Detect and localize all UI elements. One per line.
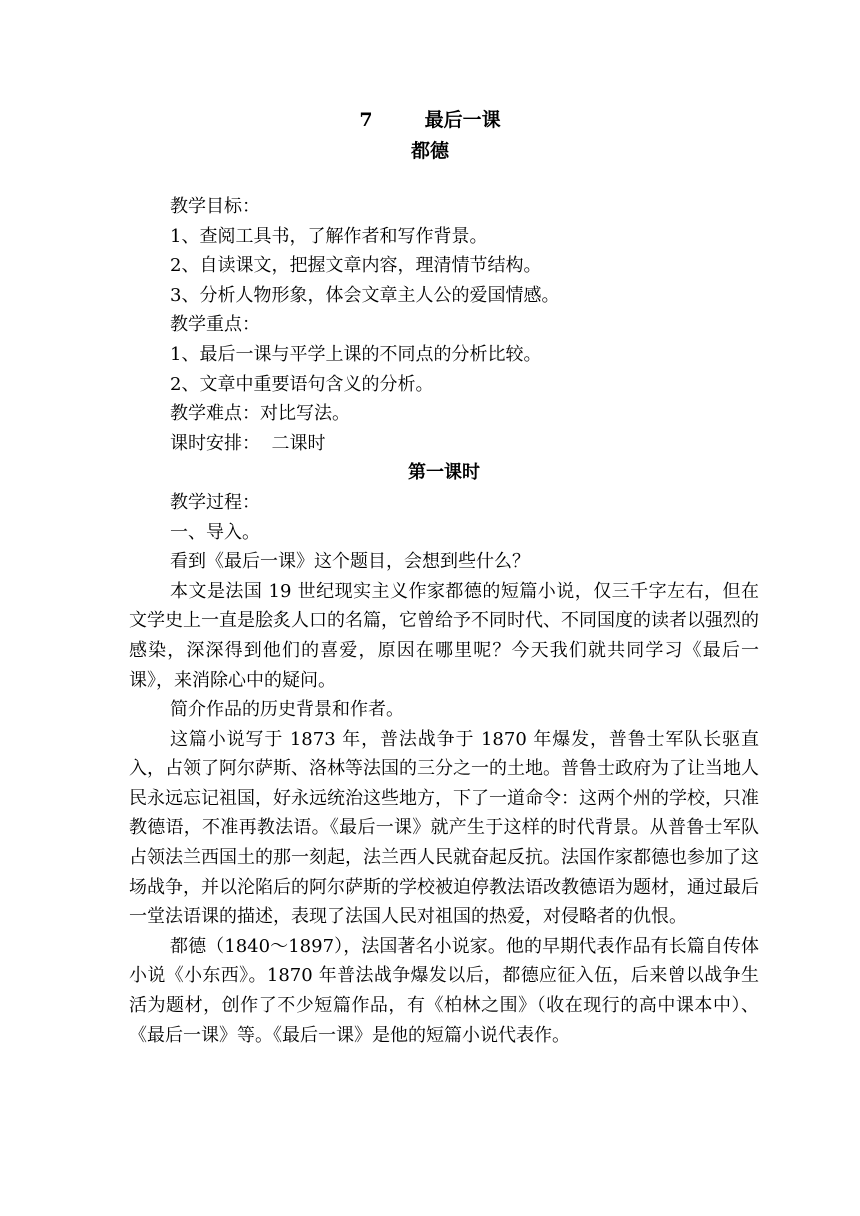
process-step-1: 一、导入。 bbox=[170, 521, 260, 543]
background-heading: 简介作品的历史背景和作者。 bbox=[170, 699, 404, 721]
key-point-item-2: 2、文章中重要语句含义的分析。 bbox=[170, 373, 434, 395]
document-body bbox=[129, 192, 759, 1050]
process-heading: 教学过程： bbox=[170, 491, 260, 513]
key-points-heading: 教学重点： bbox=[170, 314, 260, 336]
author-name: 都德 bbox=[410, 140, 449, 162]
objective-item-3: 3、分析人物形象，体会文章主人公的爱国情感。 bbox=[170, 284, 560, 306]
section-title: 第一课时 bbox=[408, 462, 480, 484]
lesson-number: 7 bbox=[359, 109, 373, 131]
background-paragraph: 这篇小说写于 1873 年，普法战争于 1870 年爆发，普鲁士军队长驱直入，占领了阿尔萨斯、洛林等法国的三分之一的土地。普鲁士政府为了让当地人民永远忘记祖国，好永远统治这些地方，下了一道命令：这两个州的学校，只准教德语，不准再教法语。《最后一课》就产生于这样的时代背景。从普鲁士军队占领法兰西国土的那一刻起，法兰西人民就奋起反抗。法国作家都德也参加了这场战争，并以沦陷后的阿尔萨斯的学校被迫停教法语改教德语为题材，通过最后一堂法语课的描述，表现了法国人民对祖国的热爱，对侵略者的仇恨。 bbox=[129, 728, 759, 928]
intro-paragraph: 本文是法国 19 世纪现实主义作家都德的短篇小说，仅三千字左右，但在文学史上一直是脍炙人口的名篇，它曾给予不同时代、不同国度的读者以强烈的感染，深深得到他们的喜爱，原因在哪里呢？今天我们就共同学习《最后一课》，来消除心中的疑问。 bbox=[129, 580, 759, 691]
objective-item-2: 2、自读课文，把握文章内容，理清情节结构。 bbox=[170, 255, 542, 277]
lesson-title-row bbox=[0, 106, 860, 134]
difficulty-line: 教学难点：对比写法。 bbox=[170, 403, 350, 425]
objectives-heading: 教学目标： bbox=[170, 196, 260, 217]
objective-item-1: 1、查阅工具书，了解作者和写作背景。 bbox=[170, 225, 488, 247]
intro-question: 看到《最后一课》这个题目，会想到些什么？ bbox=[170, 551, 530, 573]
lesson-title: 最后一课 bbox=[424, 109, 501, 131]
key-point-item-1: 1、最后一课与平学上课的不同点的分析比较。 bbox=[170, 343, 542, 365]
author-paragraph: 都德（1840～1897），法国著名小说家。他的早期代表作品有长篇自传体小说《小东西》。1870 年普法战争爆发以后，都德应征入伍，后来曾以战争生活为题材，创作了不少短篇作品，有《柏林之围》（收在现行的高中课本中）、《最后一课》等。《最后一课》是他的短篇小说代表作。 bbox=[129, 935, 759, 1046]
schedule-line: 课时安排： 二课时 bbox=[170, 432, 326, 454]
